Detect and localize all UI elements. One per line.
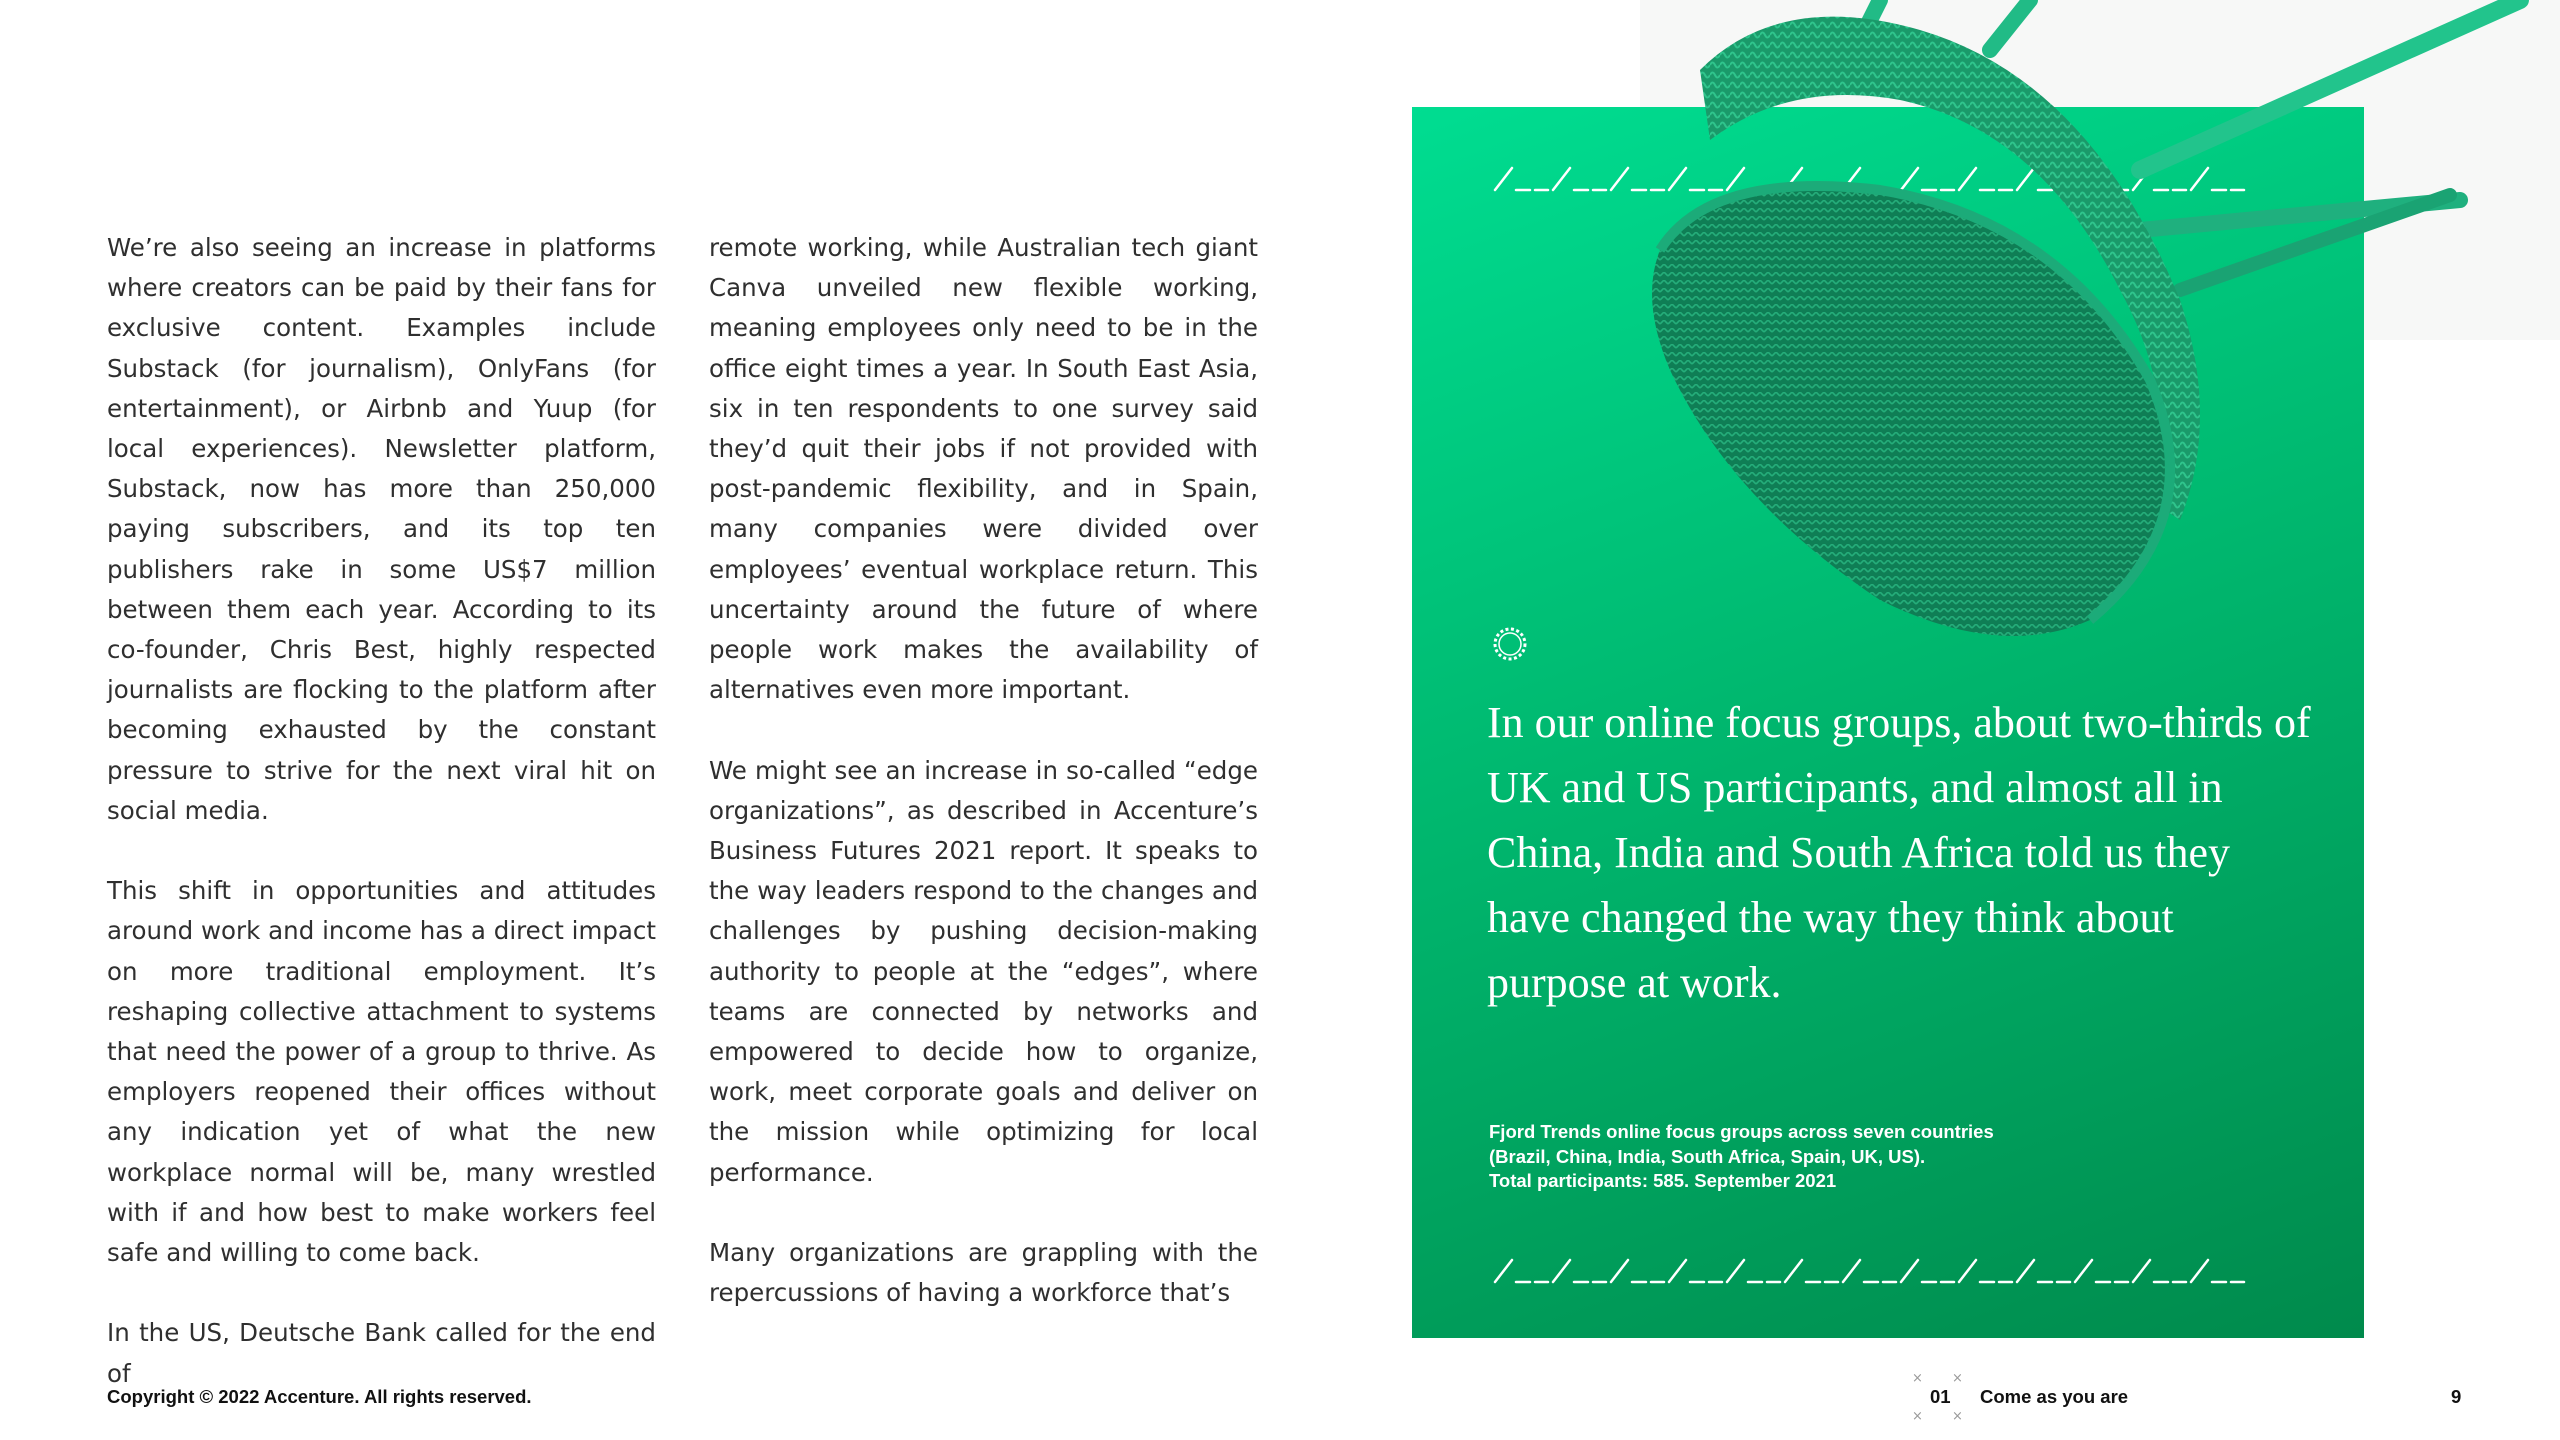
section-number: 01	[1930, 1386, 1951, 1407]
paragraph: This shift in opportunities and attitudes around work and income has a direct impact on more traditional employment. It’s reshaping collective attachment to systems that need the power of a group to thrive. As employers reopened their offices without any indication yet of what the new workplace normal will be, many wrestled with if and how best to make workers feel safe and willing to come back.	[107, 876, 656, 1268]
paragraph: We might see an increase in so-called “edge organizations”, as described in Accenture’s Business Futures 2021 report. It speaks to the way leaders respond to the changes and challenges by pushing decision-making authority to people at the “edges”, where teams are connected by networks and empowered to decide how to organize, work, meet corporate goals and deliver on the mission while optimizing for local performance.	[709, 755, 1258, 1187]
paragraph: In the US, Deutsche Bank called for the end of	[107, 1318, 656, 1388]
crosshair-mark-icon: ×	[1952, 1371, 1963, 1386]
copyright-notice: Copyright © 2022 Accenture. All rights reserved.	[107, 1386, 532, 1407]
callout-source	[1489, 1120, 2289, 1194]
crosshair-mark-icon: ×	[1952, 1409, 1963, 1424]
body-column-right	[709, 228, 1258, 1313]
paragraph: We’re also seeing an increase in platforms where creators can be paid by their fans for exclusive content. Examples include Substack (for journalism), OnlyFans (for entertainment), or Airbnb and Yuup (for local experiences). Newsletter platform, Substack, now has more than 250,000 paying subscribers, and its top ten publishers rake in some US$7 million between them each year. According to its co-founder, Chris Best, highly respected journalists are flocking to the platform after becoming exhausted by the constant pressure to strive for the next viral hit on social media.	[107, 233, 656, 825]
page-number: 9	[2451, 1386, 2462, 1407]
knitted-chair-illustration	[1620, 0, 2550, 660]
crosshair-mark-icon: ×	[1912, 1371, 1923, 1386]
source-line: Total participants: 585. September 2021	[1489, 1170, 1837, 1191]
source-line: (Brazil, China, India, South Africa, Spain, UK, US).	[1489, 1145, 1926, 1167]
paragraph: remote working, while Australian tech giant Canva unveiled new flexible working, meaning employees only need to be in the office eight times a year. In South East Asia, six in ten respondents to one survey said they’d quit their jobs if not provided with post-pandemic flexibility, and in Spain, many companies were divided over employees’ eventual workplace return. This uncertainty around the future of where people work makes the availability of alternatives even more important.	[709, 233, 1258, 705]
ring-icon	[1490, 624, 1530, 664]
source-line: Fjord Trends online focus groups across seven countries	[1489, 1121, 1994, 1142]
callout-quote: In our online focus groups, about two-thirds of UK and US participants, and almost all in China, India and South Africa told us they have changed the way they think about purpose at work.	[1487, 698, 2311, 1007]
section-title: Come as you are	[1980, 1386, 2129, 1407]
dash-pattern-bottom	[1490, 1250, 2290, 1290]
crosshair-mark-icon: ×	[1912, 1409, 1923, 1424]
paragraph: Many organizations are grappling with the repercussions of having a workforce that’s	[709, 1238, 1258, 1308]
body-column-left	[107, 228, 656, 1394]
